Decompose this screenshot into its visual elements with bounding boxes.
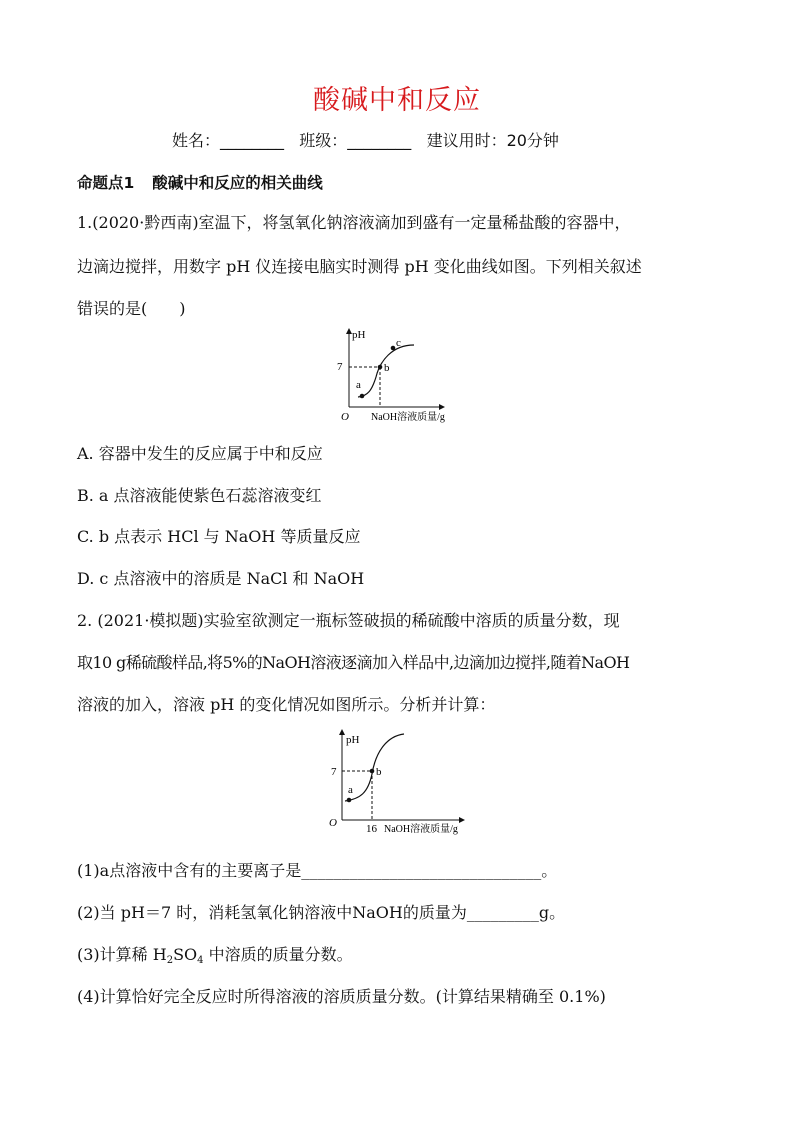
student-info — [172, 128, 559, 151]
class-label: 班级： — [299, 131, 348, 150]
chart2-point-b — [370, 769, 375, 774]
chart2-point-a — [347, 798, 352, 803]
q2-sub2-text: (2)当 pH＝7 时，消耗氢氧化钠溶液中NaOH的质量为 — [77, 903, 467, 922]
chart1 — [0, 325, 794, 425]
q2-sub3-subscript-4: 4 — [197, 955, 204, 966]
chart1-y-tick: 7 — [337, 361, 343, 373]
q2-line2: 取10 g稀硫酸样品,将5%的NaOH溶液逐滴加入样品中,边滴加边搅拌,随着NaOH — [77, 653, 630, 672]
chart2 — [0, 728, 794, 840]
chart1-point-b — [378, 365, 383, 370]
q2-sub3-subscript-2: 2 — [166, 955, 174, 966]
q2-sub3-post: 中溶质的质量分数。 — [203, 945, 353, 964]
chart2-ylabel: pH — [346, 734, 360, 746]
q2-sub4: (4)计算恰好完全反应时所得溶液的溶质质量分数。(计算结果精确至 0.1%) — [77, 987, 606, 1006]
q1-option-b: B. a 点溶液能使紫色石蕊溶液变红 — [77, 486, 322, 505]
chart1-ylabel: pH — [352, 329, 366, 341]
class-blank[interactable]: ________ — [347, 131, 412, 150]
q1-option-a: A. 容器中发生的反应属于中和反应 — [77, 444, 323, 463]
q2-sub2-blank[interactable]: _________ — [466, 903, 539, 922]
q2-sub3-mid: SO — [173, 945, 198, 964]
name-blank[interactable]: ________ — [220, 131, 285, 150]
q2-sub3-pre: (3)计算稀 H — [77, 945, 167, 964]
chart1-label-b: b — [384, 362, 390, 374]
chart2-origin: O — [329, 817, 337, 829]
chart2-label-a: a — [348, 784, 353, 796]
chart2-label-b: b — [376, 766, 382, 778]
q2-sub1-text: (1)a点溶液中含有的主要离子是 — [77, 861, 302, 880]
chart2-xlabel: NaOH溶液质量/g — [384, 824, 458, 835]
chart1-point-a — [360, 394, 365, 399]
q2-sub3 — [77, 942, 353, 965]
q2-sub1 — [77, 858, 557, 881]
q2-sub1-blank[interactable]: ______________________________。 — [301, 861, 558, 880]
q1-option-d: D. c 点溶液中的溶质是 NaCl 和 NaOH — [77, 569, 365, 588]
chart1-origin: O — [341, 411, 349, 423]
chart2-x-tick: 16 — [366, 823, 377, 835]
chart1-label-a: a — [356, 379, 361, 391]
q2-line3: 溶液的加入，溶液 pH 的变化情况如图所示。分析并计算： — [77, 695, 496, 714]
chart1-point-c — [391, 346, 396, 351]
section-heading — [77, 171, 323, 193]
q1-line3: 错误的是( ) — [77, 299, 186, 318]
chart2-y-tick: 7 — [331, 766, 337, 778]
section-text: 酸碱中和反应的相关曲线 — [152, 174, 323, 192]
page-title: 酸碱中和反应 — [313, 85, 481, 116]
q1-line1: 1.(2020·黔西南)室温下，将氢氧化钠溶液滴加到盛有一定量稀盐酸的容器中， — [77, 213, 631, 232]
q2-line1: 2. (2021·模拟题)实验室欲测定一瓶标签破损的稀硫酸中溶质的质量分数，现 — [77, 611, 620, 630]
time-label: 建议用时：20分钟 — [426, 131, 559, 150]
q2-sub2 — [77, 900, 565, 923]
name-label: 姓名： — [172, 131, 221, 150]
q2-sub2-unit: g。 — [538, 903, 566, 922]
q1-option-c: C. b 点表示 HCl 与 NaOH 等质量反应 — [77, 527, 361, 546]
chart1-xlabel: NaOH溶液质量/g — [371, 412, 445, 423]
section-label: 命题点1 — [77, 174, 135, 192]
q1-line2: 边滴边搅拌，用数字 pH 仪连接电脑实时测得 pH 变化曲线如图。下列相关叙述 — [77, 257, 642, 276]
chart1-label-c: c — [396, 337, 401, 349]
